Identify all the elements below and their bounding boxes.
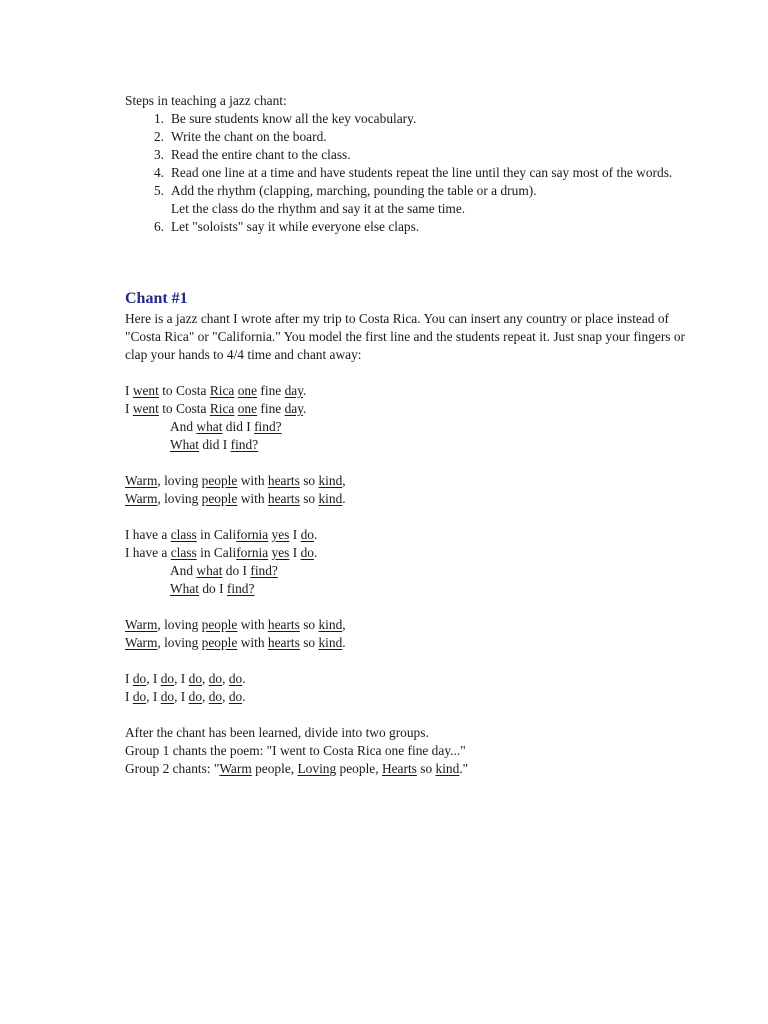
text-segment: I xyxy=(125,401,133,416)
text-segment: , loving xyxy=(157,473,202,488)
chant-line xyxy=(125,544,685,562)
text-segment: . xyxy=(303,383,307,398)
text-segment: , xyxy=(202,689,209,704)
stressed-word: went xyxy=(132,383,159,398)
chant-line xyxy=(125,472,685,490)
stressed-word: find? xyxy=(250,563,278,578)
step-number: 3. xyxy=(153,147,164,162)
chant-title: Chant #1 xyxy=(125,290,188,307)
chant-line xyxy=(125,400,685,418)
stressed-word: hearts xyxy=(267,473,300,488)
step-text: Read the entire chant to the class. xyxy=(171,147,351,162)
text-segment: so xyxy=(299,617,319,632)
step-item xyxy=(125,128,685,146)
stressed-word: hearts xyxy=(267,617,300,632)
stressed-word: do xyxy=(188,689,203,704)
stressed-word: kind xyxy=(318,635,343,650)
stressed-word: do xyxy=(132,671,147,686)
text-segment: . xyxy=(313,545,318,560)
stressed-word: find? xyxy=(230,437,259,452)
step-item xyxy=(125,164,685,182)
stressed-word: went xyxy=(132,401,159,416)
step-item xyxy=(125,218,685,236)
text-segment: in Cali xyxy=(196,545,237,560)
stressed-word: do xyxy=(132,689,147,704)
text-segment: , I xyxy=(174,671,189,686)
chant-line xyxy=(125,634,685,652)
text-segment: did I xyxy=(222,419,255,434)
document-page xyxy=(125,92,685,778)
text-segment: with xyxy=(237,617,268,632)
outro-line xyxy=(125,724,685,742)
text-segment: , xyxy=(342,617,346,632)
stanza-gap xyxy=(125,454,685,472)
text-segment: Group 2 chants: " xyxy=(125,761,220,776)
step-text: Write the chant on the board. xyxy=(171,129,327,144)
text-segment: so xyxy=(299,473,319,488)
stressed-word: Warm xyxy=(125,635,158,650)
text-segment: , loving xyxy=(157,491,202,506)
stressed-word: kind xyxy=(435,761,460,776)
text-segment: to Costa xyxy=(158,383,210,398)
step-text: Read one line at a time and have students repeat the line until they can say most of the words. xyxy=(171,165,673,180)
step-item xyxy=(125,110,685,128)
chant-line xyxy=(125,490,685,508)
chant-lines xyxy=(125,382,685,706)
stressed-word: Rica xyxy=(209,401,235,416)
text-segment: . xyxy=(242,689,246,704)
text-segment: I xyxy=(125,689,133,704)
text-segment: so xyxy=(416,761,436,776)
stressed-word: do xyxy=(188,671,203,686)
stressed-word: do xyxy=(208,671,223,686)
text-segment: with xyxy=(237,473,268,488)
stressed-word: do xyxy=(228,671,243,686)
stressed-word: Loving xyxy=(297,761,337,776)
stressed-word: Warm xyxy=(125,491,158,506)
text-segment: , loving xyxy=(157,635,202,650)
step-text: Let "soloists" say it while everyone else claps. xyxy=(171,219,420,234)
stressed-word: kind xyxy=(318,473,343,488)
stressed-word: find? xyxy=(254,419,282,434)
text-segment: , loving xyxy=(157,617,202,632)
stressed-word: Warm xyxy=(125,473,158,488)
stressed-word: one xyxy=(237,401,258,416)
outro-line xyxy=(125,742,685,760)
text-segment: , xyxy=(222,671,229,686)
stressed-word: Rica xyxy=(209,383,235,398)
text-segment: , I xyxy=(174,689,189,704)
stressed-word: find? xyxy=(226,581,255,596)
text-segment: , I xyxy=(146,689,161,704)
stressed-word: day xyxy=(284,383,304,398)
stressed-word: one xyxy=(237,383,258,398)
text-segment: , I xyxy=(146,671,161,686)
stressed-word: people xyxy=(201,473,238,488)
stressed-word: do xyxy=(228,689,243,704)
text-segment: do I xyxy=(222,563,251,578)
text-segment: did I xyxy=(199,437,231,452)
text-segment: . xyxy=(242,671,246,686)
stressed-word: What xyxy=(170,581,199,596)
chant-line xyxy=(125,436,685,454)
text-segment: I xyxy=(289,545,301,560)
text-segment: . xyxy=(342,635,346,650)
chant-line xyxy=(125,670,685,688)
chant-outro xyxy=(125,724,685,778)
stressed-word: day xyxy=(284,401,304,416)
stressed-word: What xyxy=(170,437,199,452)
text-segment: do I xyxy=(199,581,227,596)
stressed-word: fornia xyxy=(236,545,269,560)
steps-list xyxy=(125,110,685,236)
step-number: 6. xyxy=(153,219,164,234)
step-number: 5. xyxy=(153,183,164,198)
outro-line xyxy=(125,760,685,778)
chant-line xyxy=(125,580,685,598)
text-segment: with xyxy=(237,635,268,650)
stressed-word: people xyxy=(201,617,238,632)
step-number: 1. xyxy=(153,111,164,126)
text-segment: . xyxy=(313,527,318,542)
text-segment: I have a xyxy=(125,527,171,542)
chant-line xyxy=(125,688,685,706)
text-segment: people, xyxy=(336,761,382,776)
text-segment: I xyxy=(289,527,301,542)
stressed-word: do xyxy=(160,689,175,704)
step-item xyxy=(125,146,685,164)
text-segment: fine xyxy=(257,401,285,416)
text-segment: I have a xyxy=(125,545,171,560)
step-number: 2. xyxy=(153,129,164,144)
stressed-word: class xyxy=(170,527,197,542)
text-segment: so xyxy=(299,635,319,650)
text-segment: After the chant has been learned, divide into two groups. xyxy=(125,725,429,740)
steps-intro: Steps in teaching a jazz chant: xyxy=(125,93,287,108)
text-segment: people, xyxy=(251,761,298,776)
stressed-word: kind xyxy=(318,617,343,632)
stanza-gap xyxy=(125,508,685,526)
stanza-gap xyxy=(125,652,685,670)
stressed-word: Warm xyxy=(219,761,252,776)
text-segment: . xyxy=(342,491,346,506)
stressed-word: fornia xyxy=(236,527,269,542)
stressed-word: hearts xyxy=(267,635,300,650)
text-segment: And xyxy=(170,419,197,434)
text-segment: . xyxy=(303,401,307,416)
stressed-word: Warm xyxy=(125,617,158,632)
stressed-word: do xyxy=(160,671,175,686)
stressed-word: hearts xyxy=(267,491,300,506)
text-segment: I xyxy=(125,671,133,686)
stressed-word: what xyxy=(196,563,223,578)
stressed-word: kind xyxy=(318,491,343,506)
text-segment: fine xyxy=(257,383,285,398)
text-segment: , xyxy=(342,473,346,488)
stressed-word: what xyxy=(196,419,223,434)
text-segment: , xyxy=(202,671,209,686)
text-segment: with xyxy=(237,491,268,506)
stressed-word: yes xyxy=(271,545,290,560)
text-segment: , xyxy=(222,689,229,704)
stressed-word: do xyxy=(300,545,314,560)
text-segment: I xyxy=(125,383,133,398)
stressed-word: people xyxy=(201,491,238,506)
text-segment: ." xyxy=(459,761,469,776)
text-segment: in Cali xyxy=(196,527,237,542)
stressed-word: do xyxy=(300,527,314,542)
chant-line xyxy=(125,382,685,400)
text-segment: so xyxy=(299,491,319,506)
text-segment: Group 1 chants the poem: "I went to Costa Rica one fine day..." xyxy=(125,743,466,758)
stressed-word: class xyxy=(170,545,197,560)
step-item xyxy=(125,182,685,218)
stressed-word: Hearts xyxy=(381,761,417,776)
text-segment: to Costa xyxy=(158,401,210,416)
step-number: 4. xyxy=(153,165,164,180)
step-text: Add the rhythm (clapping, marching, pounding the table or a drum). Let the class do the rhythm and say it at the same time. xyxy=(171,183,537,216)
stressed-word: yes xyxy=(271,527,290,542)
stanza-gap xyxy=(125,598,685,616)
chant-line xyxy=(125,562,685,580)
text-segment: And xyxy=(170,563,197,578)
chant-line xyxy=(125,418,685,436)
step-text: Be sure students know all the key vocabulary. xyxy=(171,111,417,126)
chant-line xyxy=(125,616,685,634)
stressed-word: do xyxy=(208,689,223,704)
stressed-word: people xyxy=(201,635,238,650)
chant-line xyxy=(125,526,685,544)
chant-intro: Here is a jazz chant I wrote after my trip to Costa Rica. You can insert any country or place instead of "Costa Rica" or "California." You model the first line and the students repeat it. Just snap your fingers or clap your hands to 4/4 time and chant away: xyxy=(125,311,685,362)
